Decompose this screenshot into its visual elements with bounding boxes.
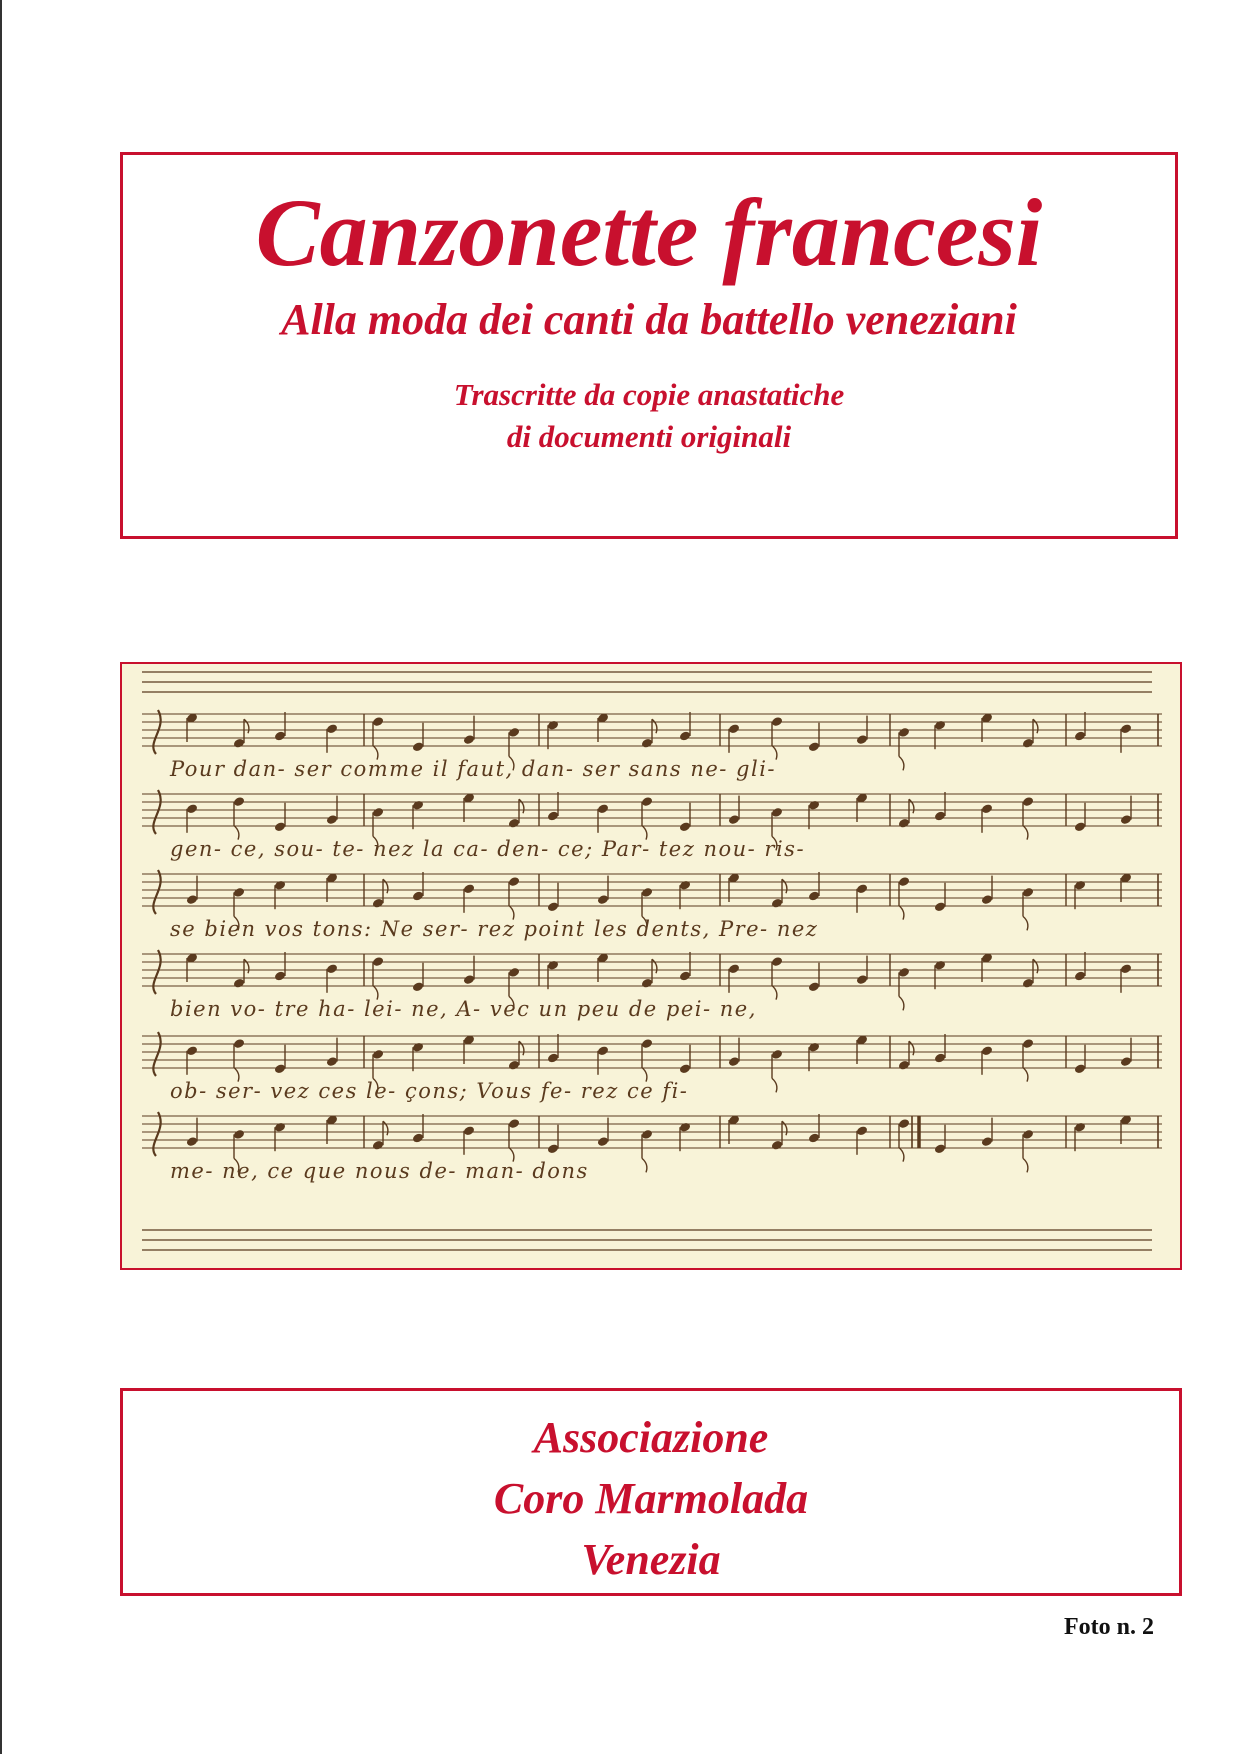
music-manuscript-image xyxy=(120,662,1182,1270)
music-manuscript-icon xyxy=(122,664,1180,1268)
svg-text:bien vo- tre ha- lei- ne, A- v: bien vo- tre ha- lei- ne, A- vec un peu de pei- ne, xyxy=(170,997,757,1021)
association-line-1: Associazione xyxy=(533,1413,769,1462)
association-line-3: Venezia xyxy=(581,1535,721,1584)
association-line-2: Coro Marmolada xyxy=(493,1474,809,1523)
svg-text:me- ne, ce que nous de- man- d: me- ne, ce que nous de- man- dons xyxy=(170,1159,589,1183)
svg-text:ob- ser- vez ces le- çons; Vou: ob- ser- vez ces le- çons; Vous fe- rez ce fi- xyxy=(170,1079,689,1103)
cover-note-line-2: di documenti originali xyxy=(506,419,792,455)
association-box xyxy=(120,1388,1182,1596)
cover-note xyxy=(123,374,1175,458)
photo-number-label: Foto n. 2 xyxy=(1064,1614,1154,1640)
svg-text:gen- ce, sou- te- nez la ca- d: gen- ce, sou- te- nez la ca- den- ce; Par- tez nou- ris- xyxy=(170,837,806,861)
page-left-edge xyxy=(0,0,2,1754)
svg-text:se bien vos tons: Ne ser- rez: se bien vos tons: Ne ser- rez point les dents, Pre- nez xyxy=(170,917,819,941)
title-box xyxy=(120,152,1178,539)
cover-subtitle: Alla moda dei canti da battello veneziani xyxy=(281,294,1017,344)
svg-text:Pour dan- ser comme il faut, d: Pour dan- ser comme il faut, dan- ser sans ne- gli- xyxy=(170,757,777,781)
cover-title: Canzonette francesi xyxy=(255,179,1043,286)
cover-note-line-1: Trascritte da copie anastatiche xyxy=(453,377,845,413)
